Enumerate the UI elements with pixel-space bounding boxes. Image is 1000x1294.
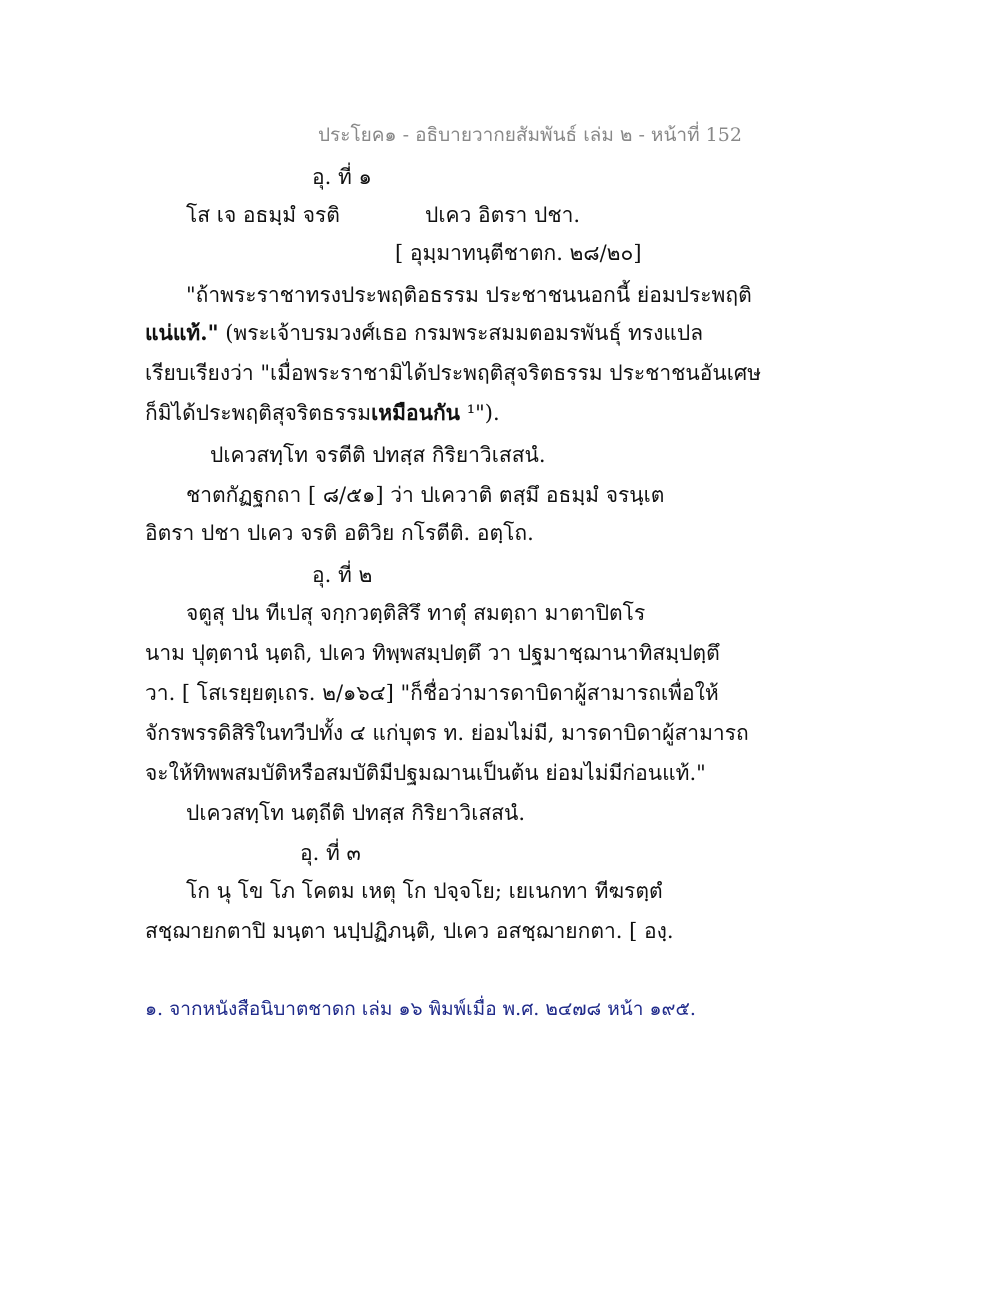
bold-text: เหมือนกัน	[371, 400, 461, 425]
example-3-line-2: สชฺฌายกตาปิ มนฺตา นปฺปฏิภนฺติ, ปเคว อสชฺฌายกตา. [ องฺ.	[145, 919, 674, 943]
page-header: ประโยค๑ - อธิบายวากยสัมพันธ์ เล่ม ๒ - หน้าที่ 152	[318, 124, 742, 146]
example-1-analysis: ปเควสทฺโท จรตีติ ปทสฺส กิริยาวิเสสนํ.	[210, 443, 546, 467]
example-1-commentary-line-1: ชาตกัฏฐกถา [ ๘/๕๑] ว่า ปเควาติ ตสฺมึ อธมฺมํ จรนฺเต	[186, 483, 665, 507]
example-1-translation-line-4	[145, 398, 500, 428]
example-2-line-4: จักรพรรดิสิริในทวีปทั้ง ๔ แก่บุตร ท. ย่อมไม่มี, มารดาบิดาผู้สามารถ	[145, 721, 749, 745]
example-3-line-1: โก นุ โข โภ โคตม เหตุ โก ปจฺจโย; เยเนกทา ทีฆรตฺตํ	[186, 879, 663, 903]
footnote-ref: ¹").	[460, 401, 500, 425]
example-1-pali-b: ปเคว อิตรา ปชา.	[425, 203, 581, 227]
example-1-translation-line-3: เรียบเรียงว่า "เมื่อพระราชามิได้ประพฤติสุจริตธรรม ประชาชนอันเศษ	[145, 361, 762, 385]
bold-text: แน่แท้."	[145, 320, 219, 345]
example-2-line-2: นาม ปุตฺตานํ นฺตถิ, ปเคว ทิพฺพสมฺปตฺตึ วา ปฐมาชฺฌานาทิสมฺปตฺตึ	[145, 641, 720, 665]
example-2-heading: อุ. ที่ ๒	[312, 563, 373, 587]
example-2-analysis: ปเควสทฺโท นตฺถีติ ปทสฺส กิริยาวิเสสนํ.	[186, 801, 526, 825]
footnote: ๑. จากหนังสือนิบาตชาดก เล่ม ๑๖ พิมพ์เมื่อ พ.ศ. ๒๔๗๘ หน้า ๑๙๕.	[145, 998, 696, 1020]
example-2-line-3: วา. [ โสเรยฺยตฺเถร. ๒/๑๖๔] "ก็ชื่อว่ามารดาบิดาผู้สามารถเพื่อให้	[145, 681, 719, 705]
example-1-heading: อุ. ที่ ๑	[312, 165, 372, 189]
example-1-translation-line-2	[145, 318, 703, 348]
translation-text: ก็มิได้ประพฤติสุจริตธรรม	[145, 401, 372, 425]
example-3-heading: อุ. ที่ ๓	[300, 841, 361, 865]
example-1-source: [ อุมฺมาทนฺตีชาตก. ๒๘/๒๐]	[395, 241, 642, 265]
example-1-commentary-line-2: อิตรา ปชา ปเคว จรติ อติวิย กโรตีติ. อตฺโถ.	[145, 521, 534, 545]
example-1-pali-a: โส เจ อธมฺมํ จรติ	[186, 203, 340, 227]
example-2-line-1: จตูสุ ปน ทีเปสุ จกฺกวตฺติสิรึ ทาตุํ สมตฺถา มาตาปิตโร	[186, 601, 646, 625]
example-2-line-5: จะให้ทิพพสมบัติหรือสมบัติมีปฐมฌานเป็นต้น ย่อมไม่มีก่อนแท้."	[145, 761, 706, 785]
translation-text: (พระเจ้าบรมวงศ์เธอ กรมพระสมมตอมรพันธุ์ ทรงแปล	[218, 321, 704, 345]
example-1-translation-line-1: "ถ้าพระราชาทรงประพฤติอธรรม ประชาชนนอกนี้ ย่อมประพฤติ	[186, 283, 752, 307]
